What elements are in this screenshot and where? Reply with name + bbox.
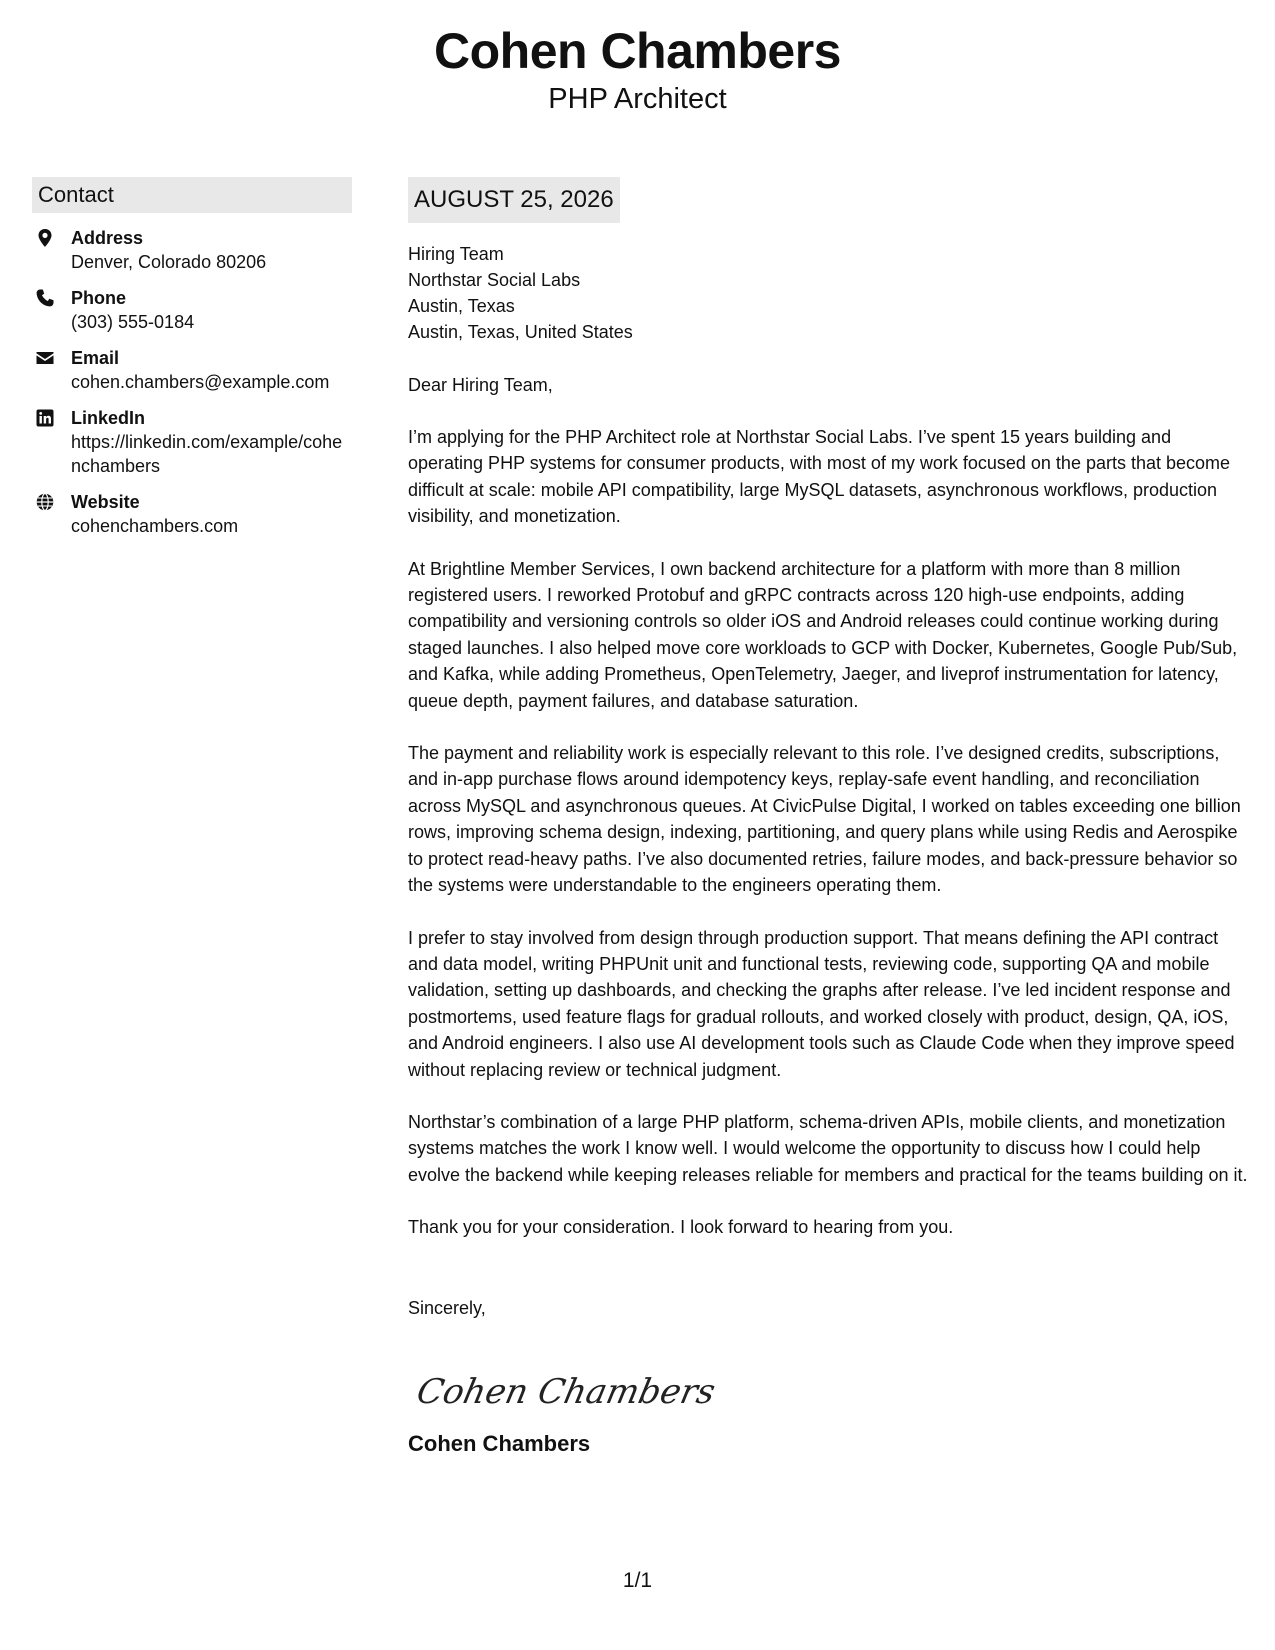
handwritten-signature (413, 1361, 1248, 1421)
letter-paragraph: At Brightline Member Services, I own backend architecture for a platform with more than 8 million registered users. I reworked Protobuf and gRPC contracts across 120 high-use endpoints, adding compatibility and versioning controls so older iOS and Android releases could continue working during staged launches. I also helped move core workloads to GCP with Docker, Kubernetes, Google Pub/Sub, and Kafka, while adding Prometheus, OpenTelemetry, Jaeger, and liveprof instrumentation for latency, queue depth, payment failures, and database saturation. (408, 558, 1238, 711)
globe-icon (35, 492, 55, 512)
letter-header (0, 20, 1275, 116)
address-value: Denver, Colorado 80206 (71, 252, 267, 272)
letter-body (408, 177, 1248, 1459)
phone-icon (35, 288, 55, 308)
envelope-icon (35, 348, 55, 368)
contact-sidebar (32, 177, 352, 538)
contact-item-phone (32, 286, 352, 334)
applicant-name: Cohen Chambers (434, 23, 841, 79)
closing: Sincerely, (408, 1297, 486, 1318)
contact-item-email (32, 346, 352, 394)
recipient-block (408, 241, 1248, 345)
signer-name: Cohen Chambers (408, 1430, 591, 1456)
letter-paragraph: Northstar’s combination of a large PHP platform, schema-driven APIs, mobile clients, and monetization systems matches the work I know well. I would welcome the opportunity to discuss how I could help evolve the backend while keeping releases reliable for members and practical for the teams building on it. (408, 1111, 1248, 1185)
salutation: Dear Hiring Team, (408, 375, 553, 395)
letter-date: AUGUST 25, 2026 (408, 177, 620, 223)
letter-paragraph: I prefer to stay involved from design through production support. That means defining the API contract and data model, writing PHPUnit unit and functional tests, reviewing code, supporting QA and mobile validation, setting up dashboards, and checking the graphs after release. I’ve led incident response and postmortems, used feature flags for gradual rollouts, and worked closely with product, design, QA, iOS, and Android engineers. I also use AI development tools such as Claude Code when they improve speed without replacing review or technical judgment. (408, 927, 1235, 1080)
recipient-line: Austin, Texas (408, 296, 515, 316)
address-label: Address (71, 228, 144, 248)
letter-paragraph: Thank you for your consideration. I look forward to hearing from you. (408, 1217, 954, 1238)
contact-item-linkedin (32, 406, 352, 478)
linkedin-label: LinkedIn (71, 408, 146, 428)
phone-label: Phone (71, 288, 127, 308)
website-label: Website (71, 492, 140, 512)
contact-item-address (32, 226, 352, 274)
linkedin-value[interactable]: https://linkedin.com/example/cohenchambers (71, 432, 343, 476)
email-label: Email (71, 348, 120, 368)
linkedin-icon (35, 408, 55, 428)
applicant-role: PHP Architect (548, 83, 727, 115)
letter-paragraph: I’m applying for the PHP Architect role at Northstar Social Labs. I’ve spent 15 years building and operating PHP systems for consumer products, with most of my work focused on the parts that become difficult at scale: mobile API compatibility, large MySQL datasets, asynchronous workflows, production visibility, and monetization. (408, 427, 1231, 527)
contact-section-title: Contact (32, 177, 352, 213)
page-number: 1/1 (622, 1569, 653, 1592)
letter-paragraph: The payment and reliability work is especially relevant to this role. I’ve designed credits, subscriptions, and in-app purchase flows around idempotency keys, replay-safe event handling, and reconciliation across MySQL and asynchronous queues. At CivicPulse Digital, I worked on tables exceeding one billion rows, improving schema design, indexing, partitioning, and query plans while using Redis and Aerospike to protect read-heavy paths. I’ve also documented retries, failure modes, and back-pressure behavior so the systems were understandable to the engineers operating them. (408, 743, 1241, 896)
website-value[interactable]: cohenchambers.com (71, 516, 239, 536)
phone-value: (303) 555-0184 (71, 312, 195, 332)
email-value: cohen.chambers@example.com (71, 372, 330, 392)
recipient-line: Austin, Texas, United States (408, 322, 633, 342)
recipient-line: Hiring Team (408, 244, 504, 264)
contact-item-website (32, 490, 352, 538)
signature-text: Cohen Chambers (413, 1371, 719, 1412)
recipient-line: Northstar Social Labs (408, 270, 581, 290)
map-pin-icon (35, 228, 55, 248)
